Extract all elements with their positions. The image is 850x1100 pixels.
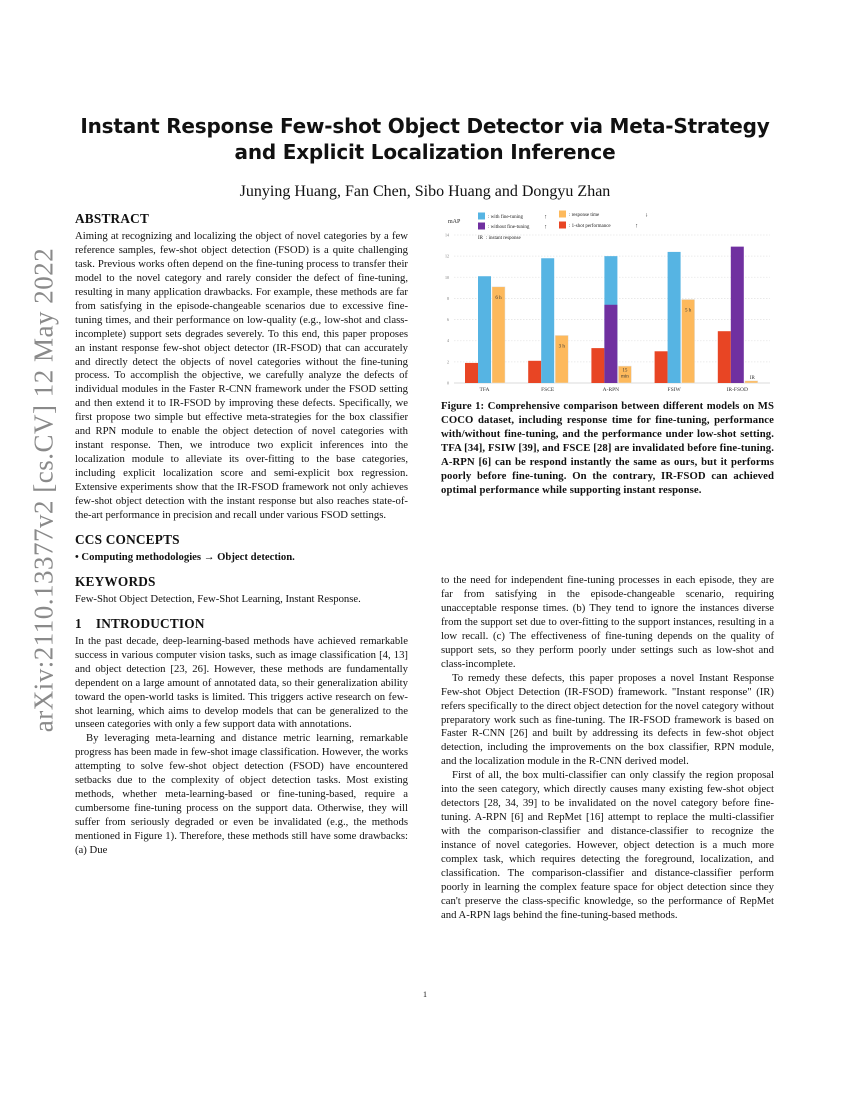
legend-swatch-with [478,213,485,220]
intro-paragraph: By leveraging meta-learning and distance metric learning, remarkable progress has been made in few-shot image classification. However, the works attempting to solve few-shot object detection (FSOD) have encountered setbacks due to the complexity of object detection tasks. Most existing methods, whether meta-learning-based or fine-tuning-based, require a cumbersome fine-tuning process on the support data. Otherwise, they will suffer from seriously degraded or even be invalidated (e.g., the methods mentioned in Figure 1). Therefore, these methods still have some drawbacks: (a) Due [75,732,408,857]
legend-swatch-time [559,211,566,218]
y-tick-label: 0 [447,380,449,386]
introduction-heading [75,617,408,631]
bar-with-finetuning-fsce [541,258,554,383]
bar-with-finetuning-fsiw [668,252,681,383]
bar-1shot-a-rpn [591,348,604,383]
keywords-heading: KEYWORDS [75,573,156,589]
legend-label-without: : without fine-tuning [488,225,530,230]
x-tick-label: A-RPN [602,387,620,393]
intro-paragraph: In the past decade, deep-learning-based methods have achieved remarkable success in various computer vision tasks, such as image classification [4, 13] and object detection [23, 26]. However, these methods are fundamentally dependent on a large amount of annotated data, so their generalization ability toward the open-world tasks is limited. This triggers active research on few-shot learning, which aims to develop models that can be generalized to the unseen categories with only a few support data with annotations. [75,634,408,731]
arxiv-id-text: arXiv:2110.13377v2 [cs.CV] 12 May 2022 [28,247,59,733]
section-title: INTRODUCTION [95,615,205,631]
x-tick-label: FSCE [541,387,555,393]
intro-paragraph: To remedy these defects, this paper proposes a novel Instant Response Few-shot Object Detection (IR-FSOD) framework. "Instant response" (IR) refers specifically to the direct object detection for the novel category without preparatory work such as fine-tuning. The IR-FSOD framework is based on Faster R-CNN [26] and built by addressing its defects in few-shot object detection, including the improvements on the box classifier, RPN module, and the localization module in the R-CNN derived model. [441,671,774,768]
legend-swatch-oneshot [559,222,566,229]
figure-1-caption: Figure 1: Comprehensive comparison between different models on MS COCO dataset, including response time for fine-tuning, performance with/without fine-tuning, and the performance under low-shot setting. TFA [34], FSIW [39], and FSCE [28] are invalidated before fine-tuning. A-RPN [6] can be respond instantly the same as ours, but it performs poorly before fine-tuning. On the contrary, IR-FSOD can achieved optimal performance while supporting instant response. [441,400,774,496]
bar-1shot-ir-fsod [718,331,731,383]
section-number: 1 [75,615,82,631]
figure-1-chart [440,205,780,400]
bar-data-label: IR [749,375,755,381]
bar-data-label: 15 [622,368,628,374]
bar-1shot-fsce [528,361,541,383]
bar-chart-svg [440,205,780,400]
abstract-text: Aiming at recognizing and localizing the object of novel categories by a few reference samples, few-shot object detection (FSOD) is a quite challenging task. Previous works often depend on the fine-tuning process to transfer their model to the novel category and rarely consider the defect of fine-tuning, resulting in many application drawbacks. For example, these methods are far from satisfying in the episode-changeable scenarios due to excessive fine-tuning times, and their performance on low-quality (e.g., low-shot and class-incomplete) support sets degrades severely. To this end, this paper proposes an instant response few-shot object detector (IR-FSOD) that can accurately and directly detect the objects of novel categories without the fine-tuning process. To accomplish the objective, we carefully analyze the defects of individual modules in the Faster R-CNN framework under the FSOD setting and then extend it to IR-FSOD by improving these defects. Specifically, we first propose two simple but effective meta-strategies for the box classifier and RPN module to enable the object detection of novel categories with instant response. Then, we introduce two explicit inferences into the localization module to alleviate its over-fitting to the base categories, including explicit localization score and semi-explicit box regression. Extensive experiments show that the IR-FSOD framework not only achieves few-shot object detection with the instant response but also reaches state-of-the-art performance in precision and recall under various FSOD settings. [75,229,408,522]
y-axis-label: mAP [448,219,461,225]
bar-data-label: 3 h [558,344,565,350]
y-tick-label: 10 [445,274,449,280]
keywords-text: Few-Shot Object Detection, Few-Shot Learning, Instant Response. [75,592,361,605]
intro-paragraph: to the need for independent fine-tuning processes in each episode, they are far from satisfying in the episode-changeable scenario, requiring unacceptable response times. (b) They tend to ignore the instances diverse from the support set due to over-fitting to the support instances, resulting in a low recall. (c) The effectiveness of fine-tuning depends on the quality of support sets, so they perform poorly under settings such as low-shot and class-incomplete. [441,574,774,670]
bar-response-time-fsce [555,335,568,383]
legend-symbol-ir: IR [478,236,483,241]
legend-arrow-icon: ↑ [635,223,638,230]
legend-label-oneshot: : 1-shot performance [569,224,611,229]
bar-with-finetuning-tfa [478,276,491,383]
bar-data-label: min [621,374,629,380]
legend-arrow-icon: ↑ [544,214,547,221]
ccs-concepts-heading: CCS CONCEPTS [75,531,180,547]
bar-1shot-tfa [465,363,478,383]
legend-arrow-icon: ↑ [544,224,547,231]
paper-authors: Junying Huang, Fan Chen, Sibo Huang and Dongyu Zhan [239,183,611,200]
paper-title: Instant Response Few-shot Object Detector via Meta-Strategy and Explicit Localization Inference [80,114,770,164]
bar-without-finetuning-ir-fsod [731,247,744,383]
ccs-concepts-text: • Computing methodologies → Object detection. [75,550,295,563]
x-tick-label: TFA [479,387,490,393]
right-column [441,574,774,923]
y-tick-label: 14 [445,232,449,238]
y-tick-label: 2 [447,359,449,365]
abstract-heading: ABSTRACT [75,211,150,226]
arxiv-identifier-stamp [14,247,74,733]
x-tick-label: FSIW [667,387,681,393]
y-tick-label: 8 [447,295,449,301]
bar-response-time-ir-fsod [745,381,758,383]
x-tick-label: IR-FSOD [726,387,749,393]
legend-arrow-icon: ↓ [645,212,648,219]
bar-data-label: 6 h [495,295,502,301]
legend-label-ir: : instant response [486,236,521,241]
y-tick-label: 12 [445,253,449,259]
legend-swatch-without [478,223,485,230]
bar-data-label: 5 h [684,308,692,314]
legend-label-time: : response time [569,213,600,218]
left-column [75,212,408,858]
page-number: 1 [423,990,427,999]
y-tick-label: 4 [447,338,449,344]
bar-without-finetuning-a-rpn [604,305,617,383]
bar-response-time-tfa [492,287,505,383]
intro-paragraph: First of all, the box multi-classifier can only classify the region proposal into the seen category, which directly causes many existing few-shot object detectors [28, 34, 39] to be invalidated on the novel category before fine-tuning. A-RPN [6] and RepMet [16] attempt to replace the multi-classifier with the comparison-classifier and distance-classifier to recognize the instance of novel categories. However, object detection is a much more complex task, which requires detecting the foreground, localization, and classification. The comparison-classifier and distance-classifier perform poorly in learning the complex feature space for object detection since they can't preserve the class-specific knowledge, so the performance of RepMet and A-RPN lags behind the fine-tuning-based methods. [441,769,774,921]
legend-label-with: : with fine-tuning [488,215,523,220]
bar-1shot-fsiw [655,351,668,383]
y-tick-label: 6 [447,317,449,323]
